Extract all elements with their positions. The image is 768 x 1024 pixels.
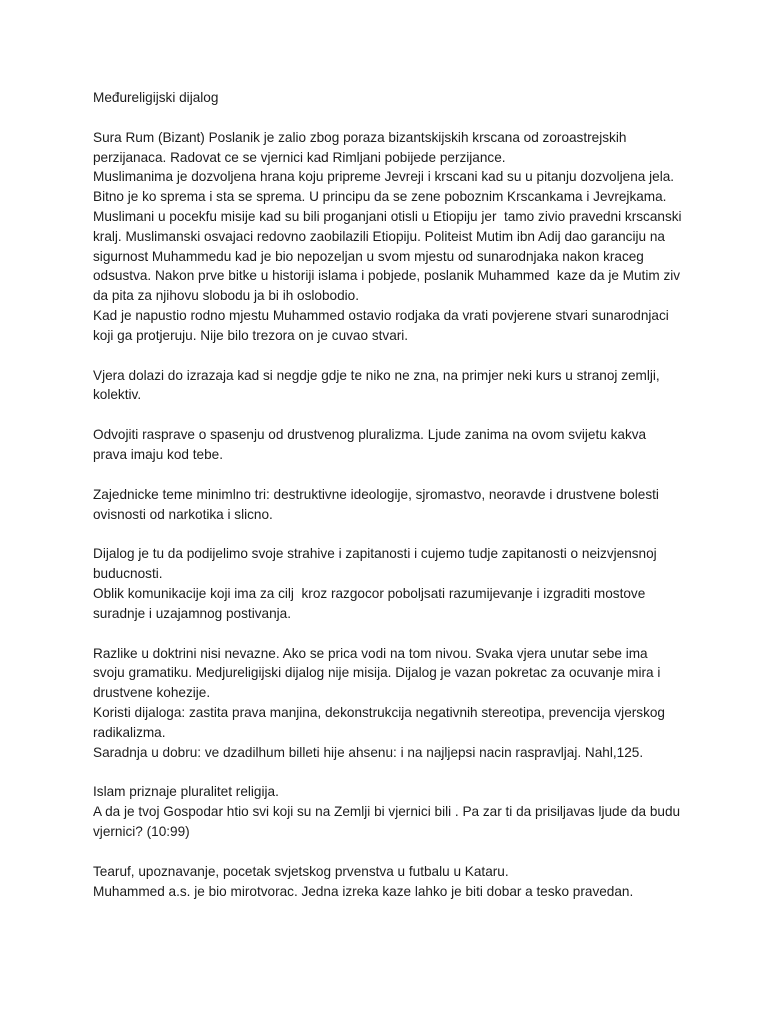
text-line: Saradnja u dobru: ve dzadilhum billeti hije ahsenu: i na najljepsi nacin raspravljaj. Nahl,125. <box>93 744 644 760</box>
paragraph <box>93 644 683 763</box>
text-line: Muhammed a.s. je bio mirotvorac. Jedna izreka kaze lahko je biti dobar a tesko pravedan. <box>93 883 634 899</box>
text-line: Oblik komunikacije koji ima za cilj kroz razgocor poboljsati razumijevanje i izgraditi mostove suradnje i uzajamnog postivanja. <box>93 585 650 621</box>
text-line: Kad je napustio rodno mjestu Muhammed ostavio rodjaka da vrati povjerene stvari sunarodnjaci koji ga protjeruju. Nije bilo trezora on je cuvao stvari. <box>93 307 673 343</box>
text-line: Muslimanima je dozvoljena hrana koju pripreme Jevreji i krscani kad su u pitanju dozvoljena jela. Bitno je ko sprema i sta se sprema. U principu da se zene poboznim Krscankama i Jevrejkama. <box>93 169 678 205</box>
paragraph <box>93 128 686 346</box>
paragraph <box>93 425 683 465</box>
text-line: Dijalog je tu da podijelimo svoje strahive i zapitanosti i cujemo tudje zapitanosti o neizvjensnoj buducnosti. <box>93 546 661 582</box>
text-line: Muslimani u pocekfu misije kad su bili proganjani otisli u Etiopiju jer tamo zivio pravedni krscanski kralj. Muslimanski osvajaci redovno zaobilazili Etiopiju. Politeist Mutim ibn Adij dao garanciju na sigurnost Muhammedu kad je bio nepozeljan u svom mjestu od sunarodnjaka nakon kraceg odsustva. Nakon prve bitke u historiji islama i pobjede, poslanik Muhammed kaze da je Mutim ziv da pita za njihovu slobodu ja bi ih oslobodio. <box>93 208 686 304</box>
document-title: Međureligijski dijalog <box>93 90 219 105</box>
text-line: Tearuf, upoznavanje, pocetak svjetskog prvenstva u futbalu u Kataru. <box>93 863 509 879</box>
paragraph <box>93 782 683 841</box>
paragraph <box>93 485 683 525</box>
text-line: Zajednicke teme minimlno tri: destruktivne ideologije, sjromastvo, neoravde i drustvene bolesti ovisnosti od narkotika i slicno. <box>93 486 663 522</box>
document-body <box>93 88 686 921</box>
text-line: Odvojiti rasprave o spasenju od drustvenog pluralizma. Ljude zanima na ovom svijetu kakva prava imaju kod tebe. <box>93 427 650 462</box>
text-line: Koristi dijaloga: zastita prava manjina, dekonstrukcija negativnih stereotipa, prevencija vjerskog radikalizma. <box>93 704 669 740</box>
paragraph <box>93 366 683 406</box>
text-line: Sura Rum (Bizant) Poslanik je zalio zbog poraza bizantskijskih krscana od zoroastrejskih perzijanaca. Radovat ce se vjernici kad Rimljani pobijede perzijance. <box>93 129 631 165</box>
paragraph <box>93 862 683 902</box>
text-line: A da je tvoj Gospodar htio svi koji su na Zemlji bi vjernici bili . Pa zar ti da prisiljavas ljude da budu vjernici? (10:99) <box>93 804 684 839</box>
text-line: Razlike u doktrini nisi nevazne. Ako se prica vodi na tom nivou. Svaka vjera unutar sebe ima svoju gramatiku. Medjureligijski dijalog nije misija. Dijalog je vazan pokretac za ocuvanje mira i drustvene kohezije. <box>93 645 665 701</box>
text-line: Vjera dolazi do izrazaja kad si negdje gdje te niko ne zna, na primjer neki kurs u stranoj zemlji, kolektiv. <box>93 367 664 403</box>
paragraph <box>93 544 683 623</box>
text-line: Islam priznaje pluralitet religija. <box>93 784 279 800</box>
